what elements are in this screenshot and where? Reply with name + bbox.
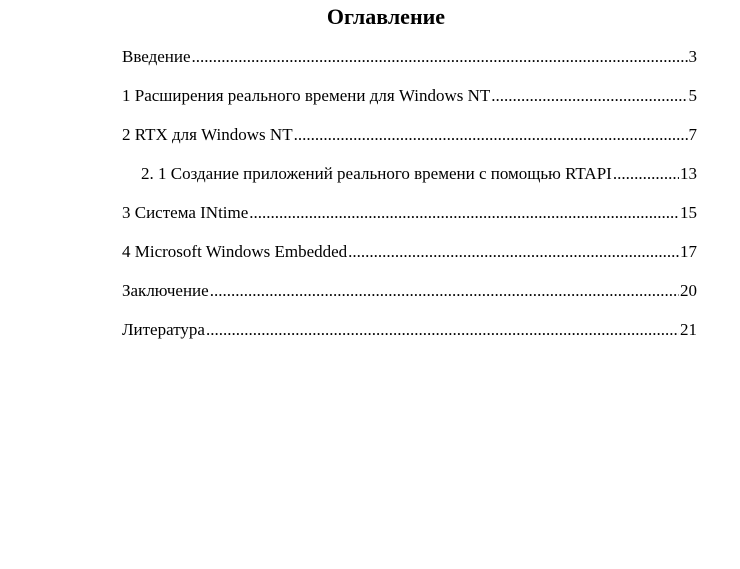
toc-entry-page: 13 <box>680 164 697 183</box>
toc-entry-page: 21 <box>680 320 697 339</box>
toc-entry-label: Литература <box>122 320 205 339</box>
toc-entry-label: 2 RTX для Windows NT <box>122 125 293 144</box>
toc-entry-conclusion[interactable] <box>122 278 697 317</box>
toc-entry-page: 15 <box>680 203 697 222</box>
toc-entry-section-2-1[interactable] <box>122 161 697 200</box>
toc-entry-references[interactable] <box>122 317 697 356</box>
dot-leader <box>210 278 679 304</box>
toc-entry-page: 17 <box>680 242 697 261</box>
toc-entry-page: 3 <box>688 47 697 66</box>
toc-entry-page: 7 <box>688 125 697 144</box>
toc-entry-label: Заключение <box>122 281 209 300</box>
table-of-contents <box>122 44 697 356</box>
dot-leader <box>192 44 688 70</box>
toc-entry-page: 5 <box>688 86 697 105</box>
toc-entry-label: 2. 1 Создание приложений реального времени с помощью RTAPI <box>141 164 612 183</box>
toc-entry-introduction[interactable] <box>122 44 697 83</box>
dot-leader <box>294 122 688 148</box>
toc-entry-chapter-4[interactable] <box>122 239 697 278</box>
toc-entry-chapter-1[interactable] <box>122 83 697 122</box>
dot-leader <box>613 161 679 187</box>
toc-entry-chapter-3[interactable] <box>122 200 697 239</box>
toc-entry-label: Введение <box>122 47 191 66</box>
toc-title: Оглавление <box>326 4 446 29</box>
toc-entry-label: 4 Microsoft Windows Embedded <box>122 242 348 261</box>
toc-entry-page: 20 <box>680 281 697 300</box>
toc-entry-label: 3 Система INtime <box>122 203 249 222</box>
toc-entry-chapter-2[interactable] <box>122 122 697 161</box>
dot-leader <box>491 83 687 109</box>
dot-leader <box>348 239 679 265</box>
dot-leader <box>206 317 679 343</box>
dot-leader <box>249 200 679 226</box>
toc-entry-label: 1 Расширения реального времени для Windows NT <box>122 86 491 105</box>
